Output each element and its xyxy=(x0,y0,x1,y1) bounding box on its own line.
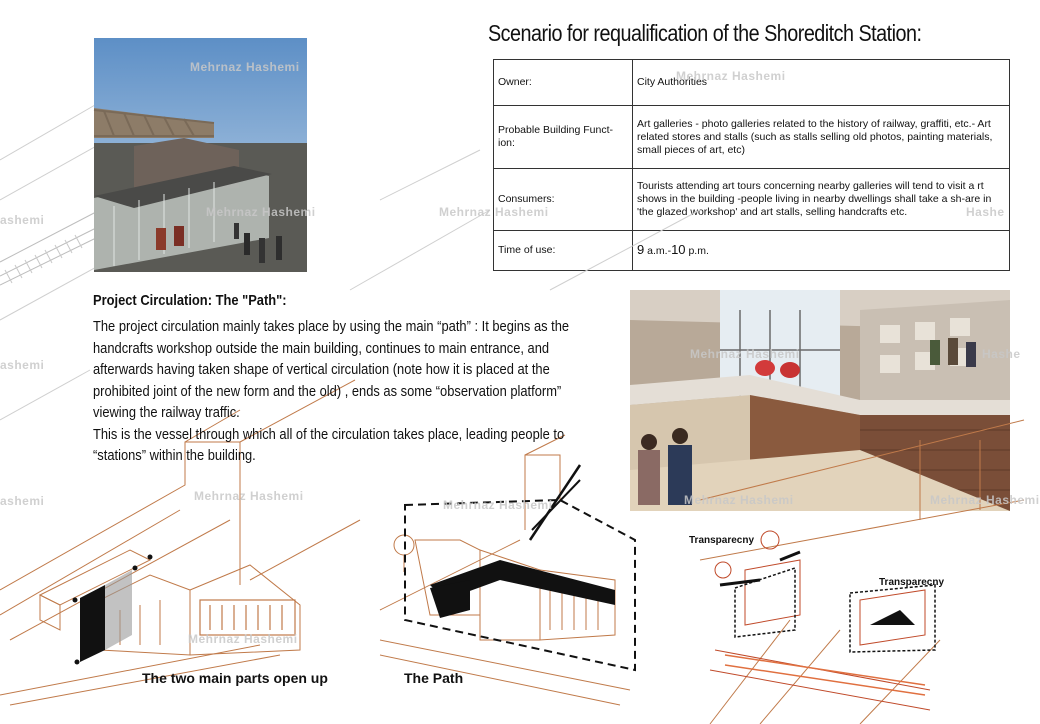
watermark: Mehrnaz Hashemi xyxy=(188,632,298,646)
circulation-text xyxy=(93,316,607,467)
table-key: Time of use: xyxy=(494,231,633,271)
circulation-paragraph-2: This is the vessel through which all of the circulation takes place, leading people to “stations” within the building. xyxy=(93,425,565,464)
watermark: Mehrnaz Hashemi xyxy=(439,205,549,219)
time-sep: a.m.- xyxy=(644,245,672,257)
watermark: Mehrnaz Hashemi xyxy=(684,493,794,507)
watermark: Mehrnaz Hashemi xyxy=(930,493,1040,507)
watermark-fragment: Hashe xyxy=(966,205,1005,219)
watermark: Mehrnaz Hashemi xyxy=(676,69,786,83)
watermark-fragment: ashemi xyxy=(0,213,45,227)
table-value: City Authorities xyxy=(633,60,1010,106)
table-value: Tourists attending art tours concerning nearby galleries will tend to visit a rt shows in the building -people living in nearby dwellings shall take a sh-are in 'the glazed workshop' and art stalls, selling handcrafts etc. xyxy=(633,169,1010,231)
watermark: Mehrnaz Hashemi xyxy=(443,498,553,512)
time-suffix: p.m. xyxy=(685,245,709,257)
label-transparency-1: Transparecny xyxy=(689,535,755,546)
circulation-heading: Project Circulation: The "Path": xyxy=(93,292,287,309)
table-key: Owner: xyxy=(494,60,633,106)
watermark-fragment: ashemi xyxy=(0,494,45,508)
table-key: Probable Building Funct-ion: xyxy=(494,106,633,169)
caption-open-up: The two main parts open up xyxy=(142,670,328,686)
time-end: 10 xyxy=(671,242,686,257)
watermark: Mehrnaz Hashemi xyxy=(194,489,304,503)
watermark-fragment: Hashe xyxy=(982,347,1021,361)
label-transparency-2: Transparecny xyxy=(879,577,945,588)
table-key: Consumers: xyxy=(494,169,633,231)
watermark-fragment: ashemi xyxy=(0,358,45,372)
page-title: Scenario for requalification of the Shoreditch Station: xyxy=(488,20,922,46)
watermark: Mehrnaz Hashemi xyxy=(190,60,300,74)
time-start: 9 xyxy=(637,242,645,257)
caption-path: The Path xyxy=(404,670,464,686)
watermark: Mehrnaz Hashemi xyxy=(206,205,316,219)
watermark: Mehrnaz Hashemi xyxy=(690,347,800,361)
circulation-paragraph-1: The project circulation mainly takes place by using the main “path” : It begins as the handcrafts workshop outside the main building, continues to main entrance, and afterwards having taken shape of vertical circulation (note how it is placed at the prohibited joint of the new form and the old) , ends as some “observation platform” viewing the railway traffic. xyxy=(93,318,570,421)
table-value: Art galleries - photo galleries related to the history of railway, graffiti, etc.- Art related stores and stalls (such as stalls selling old photos, painting materials, small pieces of art, etc) xyxy=(633,106,1010,169)
